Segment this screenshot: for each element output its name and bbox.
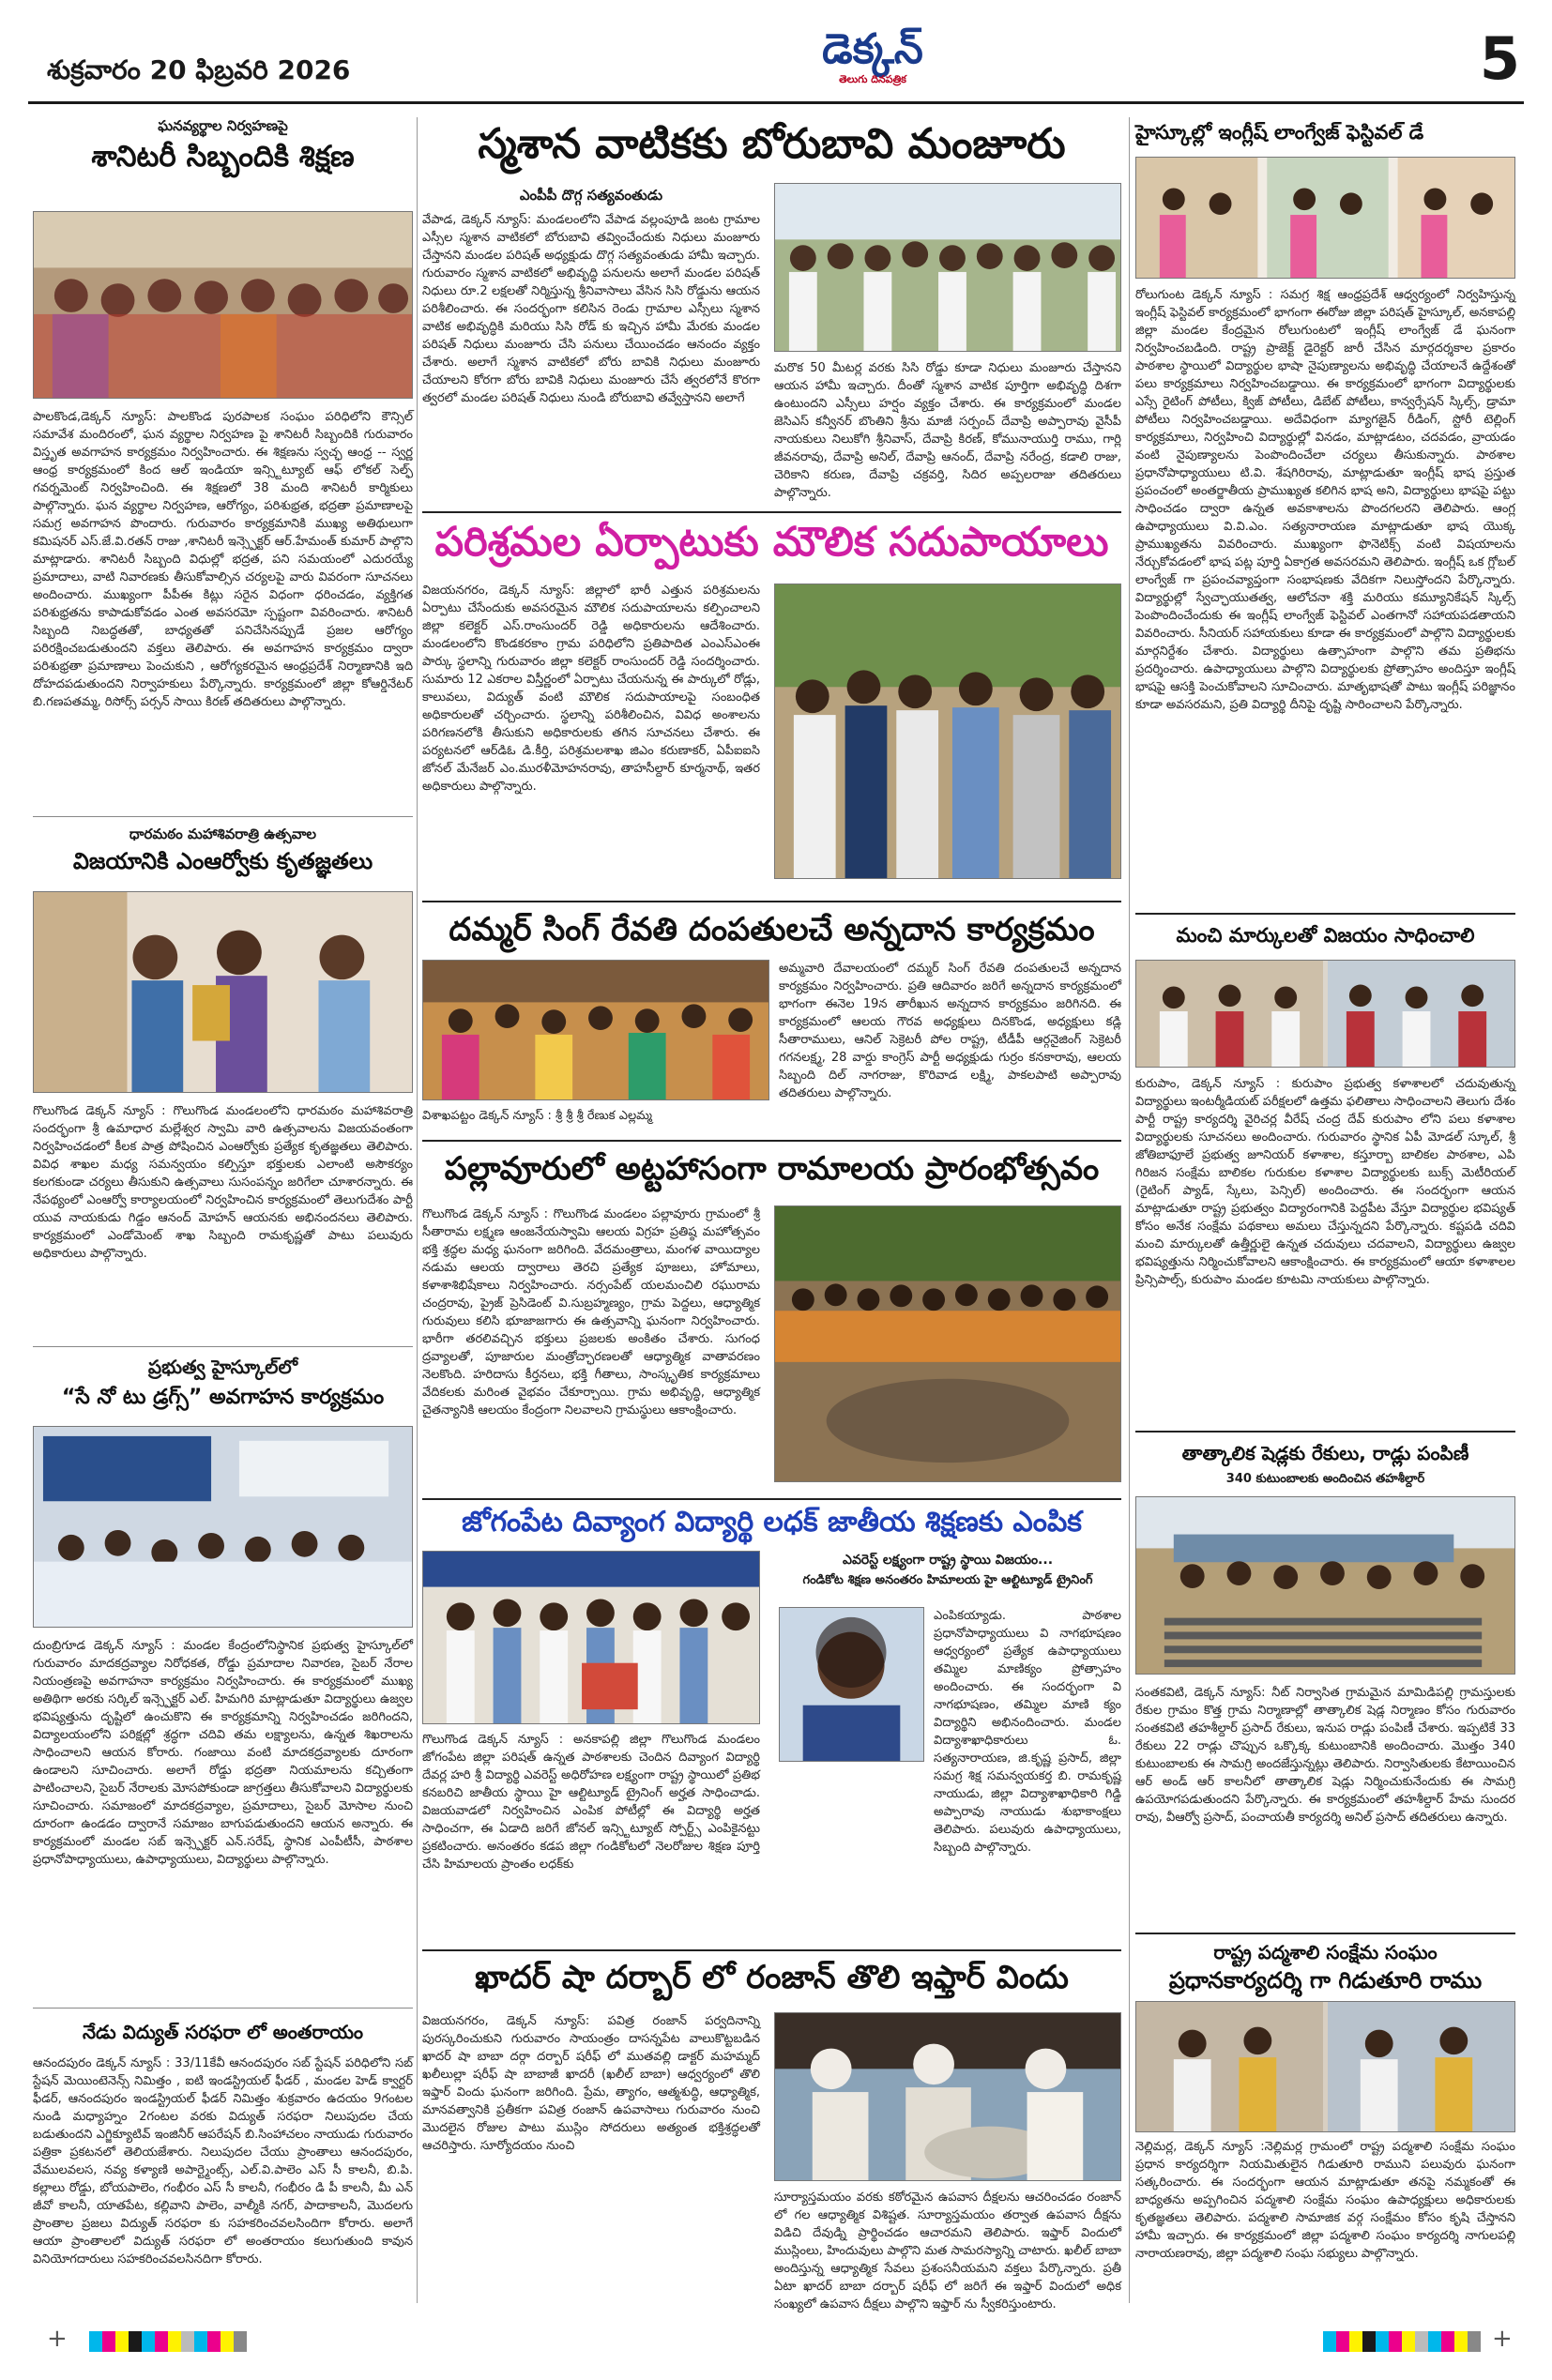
story-body-lead: విశాఖపట్టం డెక్కన్ న్యూస్ : శ్రీ శ్రీ శ్రీ రేణుక ఎల్లమ్మ — [422, 1109, 652, 1123]
story-headline: విజయానికి ఎంఆర్వోకు కృతజ్ఞతలు — [72, 848, 373, 874]
story-headline: పరిశ్రమల ఏర్పాటుకు మౌలిక సదుపాయాలు — [434, 519, 1109, 566]
story-padmashali — [1135, 1939, 1515, 2303]
story-headline: మంచి మార్కులతో విజయం సాధించాలి — [1176, 924, 1475, 947]
story-body: కురుపాం, డెక్కన్ న్యూస్ : కురుపాం ప్రభుత్వ కళాశాలలో చదువుతున్న విద్యార్థులు ఇంటర్మీడియట్ పరీక్షలలో ఉత్తమ ఫలితాలు సాధించాలని తెలుగు దేశం పార్టీ రాష్ట్ర కార్యదర్శి వైరిచర్ల వీరేష్ చంద్ర దేవ్ కురుపాం లోని పలు కళాశాల విద్యార్థులకు సూచనలు అందించారు. గురువారం స్థానిక ఏపీ మోడల్ స్కూల్, శ్రీ జోతిబాఫూలే ప్రభుత్వ జూనియర్ కళాశాల, కస్తూర్బా బాలికల పాఠశాల, ఎపి గిరిజన సంక్షేమ బాలికల గురుకుల కళాశాల విద్యార్థులకు బుక్స్ మెటీరియల్ (రైటింగ్ ప్యాడ్, స్కేలు, పెన్సిల్) అందించారు. ఈ సందర్భంగా ఆయన మాట్లాడుతూ రాష్ట్ర ప్రభుత్వం విద్యారంగానికి పెద్దపీట వేస్తూ విద్యార్థుల భవిష్యత్ కోసం అనేక సంక్షేమ పథకాలు అమలు చేస్తున్నదని పేర్కొన్నారు. కష్టపడి చదివి మంచి మార్కులతో ఉత్తీర్ణులై ఉన్నత చదువులు చదవాలని, విద్యార్థులు ఉజ్వల భవిష్యత్తును నిర్మించుకోవాలని ఆకాంక్షించారు. ఈ కార్యక్రమంలో ఆయా కళాశాలల ప్రిన్సిపాల్స్, కురుపాం మండల కూటమి నాయకులు పాల్గొన్నారు. — [1135, 1077, 1515, 1287]
story-sanitary-training — [33, 117, 413, 811]
story-body: నెల్లిమర్ల, డెక్కన్ న్యూస్ :నెల్లిమర్ల గ్రామంలో రాష్ట్ర పద్మశాలి సంక్షేమ సంఘం ప్రధాన కార్యదర్శిగా నియమితులైన గిడుతూరి రాముని పలువురు ఘనంగా సత్కరించారు. ఈ సందర్భంగా ఆయన మాట్లాడుతూ తనపై నమ్మకంతో ఈ బాధ్యతను అప్పగించిన పద్మశాలి సంక్షేమ సంఘం ఉపాధ్యక్షులు అధికారులకు కృతజ్ఞతలు తెలిపారు. పద్మశాలి సామాజిక వర్గ సంక్షేమం కోసం కృషి చేస్తానని హామీ ఇచ్చారు. ఈ కార్యక్రమంలో జిల్లా పద్మశాలి సంఘం కార్యదర్శి నాగులపల్లి నారాయణరావు, జిల్లా పద్మశాలి సంఘ సభ్యులు పాల్గొన్నారు. — [1135, 2140, 1515, 2261]
story-headline: స్మశాన వాటికకు బోరుబావి మంజూరు — [478, 120, 1066, 168]
story-kicker: ధారమఠం మహాశివరాత్రి ఉత్సవాల — [129, 826, 317, 842]
logo-tagline: తెలుగు దినపత్రిక — [839, 73, 906, 85]
story-body-continued: సూర్యాస్తమయం వరకు కఠోరమైన ఉపవాస దీక్షలను ఆచరించడం రంజాన్ లో గల ఆధ్యాత్మిక విశిష్టత. సూర్యాస్తమయం తర్వాత ఉపవాస దీక్షను విడిచి దేవుడ్ని ప్రార్థించడం ఆచారమని తెలిపారు. ఇఫ్తార్ విందులో ముస్లింలు, హిందువులు పాల్గొని మత సామరస్యాన్ని చాటారు. ఖలీల్ బాబా అందిస్తున్న ఆధ్యాత్మిక సేవలు ప్రశంసనీయమని వక్తలు పేర్కొన్నారు. ప్రతీ ఏటా ఖాదర్ బాబా దర్బార్ షరీఫ్ లో జరిగే ఈ ఇఫ్తార్ విందులో అధిక సంఖ్యలో ఉపవాస దీక్షలు పాల్గొని ఇఫ్తార్ ను స్వీకరిస్తుంటారు. — [774, 2191, 1121, 2312]
photo-padmashali — [1135, 2001, 1515, 2132]
column-divider — [1129, 117, 1130, 2303]
headline-quote: “సే నో టు డ్రగ్స్” — [61, 1386, 203, 1409]
story-body: దుంబ్రిగూడ డెక్కన్ న్యూస్ : మండల కేంద్రంలోనిస్థానిక ప్రభుత్వ హైస్కూల్‌లో గురువారం మాదకద్రవ్యాల నిరోధకత, రోడ్డు ప్రమాదాల నివారణ, సైబర్ నేరాల నియంత్రణపై అవగాహనా కార్యక్రమం నిర్వహించారు. ఈ కార్యక్రమంలో ముఖ్య అతిథిగా అరకు సర్కిల్ ఇన్స్పెక్టర్ ఎల్. హిమగిరి మాట్లాడుతూ విద్యార్థులు ఉజ్వల భవిష్యత్తును దృష్టిలో ఉంచుకొని ఈ కార్యక్రమాన్ని నిర్వహించడం జరిగిందని, విద్యాలయంలోని పరిక్షల్లో శ్రద్ధగా చదివి తమ లక్ష్యాలను, ఉన్నత శిఖరాలను సాధించాలని ఆయన కోరారు. గంజాయి వంటి మాదకద్రవ్యాలకు దూరంగా ఉండాలని సూచించారు. అలాగే రోడ్డు భద్రతా నియమాలను కచ్చితంగా పాటించాలని, సైబర్ నేరాలకు మోసపోకుండా జాగ్రత్తలు తీసుకోవాలని విద్యార్థులకు సూచించారు. సమాజంలో మాదకద్రవ్యాల, ప్రమాదాలు, సైబర్ మోసాల నుంచి దూరంగా ఉండడం ద్వారానే సమాజం బాగుపడుతుందని ఆయన అన్నారు. ఈ కార్యక్రమంలో మండల సబ్ ఇన్స్పెక్టర్ ఎన్.సరేష్, స్థానిక ఎంపీటీసీ, పాఠశాల ప్రధానోపాధ్యాయులు, ఉపాధ్యాయులు, విద్యార్థులు పాల్గొన్నారు. — [33, 1639, 413, 1867]
story-divider — [422, 1949, 1121, 1951]
photo-iftar — [774, 2012, 1121, 2181]
column-divider — [417, 117, 418, 2303]
story-headline: దమ్మర్ సింగ్ రేవతి దంపతులచే అన్నదాన కార్యక్రమం — [449, 911, 1095, 948]
story-sheds-distribution — [1135, 1438, 1515, 1928]
photo-annadanam — [422, 960, 769, 1100]
color-registration-bar — [1323, 2331, 1481, 2352]
issue-date: శుక్రవారం 20 ఫిబ్రవరి 2026 — [47, 54, 351, 85]
story-divider — [1135, 1431, 1515, 1433]
story-headline — [33, 1383, 413, 1413]
story-body-continued: ఎంపికయ్యాడు. పాఠశాల ప్రధానోపాధ్యాయులు వి నాగభూషణం ఆధ్వర్యంలో ప్రత్యేక ఉపాధ్యాయులు తమ్మిల మాణిక్యం ప్రోత్సాహం అందించారు. ఈ సందర్భంగా వి నాగభూషణం, తమ్మిల మాణి క్యం విద్యార్థిని అభినందించారు. మండల విద్యాశాఖాధికారులు ఓ. సత్యనారాయణ, జి.కృష్ణ ప్రసాద్, జిల్లా సమగ్ర శిక్ష సమన్వయకర్త బి. రామకృష్ణ నాయుడు, జిల్లా విద్యాశాఖాధికారి గిడ్డి అప్పారావు నాయుడు శుభాకాంక్షలు తెలిపారు. పలువురు ఉపాధ్యాయులు, సిబ్బంది పాల్గొన్నారు. — [934, 1609, 1121, 1855]
story-divider — [1135, 913, 1515, 915]
story-say-no-to-drugs — [33, 1356, 413, 2012]
story-divider — [422, 1498, 1121, 1500]
story-annadanam — [422, 908, 1121, 1133]
story-body: పాలకొండ,డెక్కన్ న్యూస్: పాలకొండ పురపాలక సంఘం పరిధిలోని కౌన్సిల్ సమావేశ మందిరంలో, ఘన వ్యర్థాల నిర్వహణ పై శానిటరీ సిబ్బందికి గురువారం విస్తృత అవగాహన కార్యక్రమం నిర్వహించారు. ఈ శిక్షణను స్వచ్ఛ ఆంధ్ర -- స్వర్ణ ఆంధ్ర కార్యక్రమంలో కింద ఆల్ ఇండియా ఇన్స్టిట్యూట్ ఆఫ్ లోకల్ సెల్ఫ్ గవర్నమెంట్ నిర్వహించింది. ఈ శిక్షణలో 38 మంది శానిటరీ కార్మికులు పాల్గొన్నారు. ఘన వ్యర్థాల నిర్వహణ, ఆరోగ్యం, పరిశుభ్రత, భద్రతా ప్రమాణాలపై సమగ్ర అవగాహన పొందారు. గురువారం కార్యక్రమానికి ముఖ్య అతిథులుగా కమిషనర్ ఎస్.జే.వి.రతన్ రాజు ,శానిటరీ ఇన్స్పెక్టర్ ఆర్.హేమంత్ కుమార్ పాల్గొని మాట్లాడారు. శానిటరీ సిబ్బంది విధుల్లో భద్రత, పని సమయంలో ఎదురయ్యే ప్రమాదాలు, వాటి నివారణకు తీసుకోవాల్సిన చర్యలపై వారు వివరంగా సూచనలు అందించారు. ముఖ్యంగా పీపీఈ కిట్లు సరైన విధంగా ధరించడం, వ్యక్తిగత పరిశుభ్రతను కాపాడుకోవడం ఎంత అవసరమో స్పష్టంగా వివరించారు. శానిటరీ సిబ్బంది నిబద్ధతతో, బాధ్యతతో పనిచేసినప్పుడే ప్రజల ఆరోగ్యం పరిరక్షించబడుతుందని వక్తలు తెలిపారు. ఈ అవగాహన కార్యక్రమం ద్వారా పరిశుభ్రతా ప్రమాణాలు పెంచుకుని , ఆరోగ్యకరమైన ఆంధ్రప్రదేశ్ నిర్మాణానికి ఇది దోహదపడుతుందని నిర్వాహకులు పేర్కొన్నారు. కార్యక్రమంలో జిల్లా కోఆర్డినేటర్ బి.గణపతమ్మ, రిసోర్స్ పర్సన్ సాయి కిరణ్ తదితరులు పాల్గొన్నారు. — [33, 410, 413, 709]
story-divider — [422, 901, 1121, 902]
story-kicker: 340 కుటుంబాలకు అందించిన తహశీల్దార్ — [1225, 1472, 1425, 1486]
story-divider — [33, 2008, 413, 2009]
story-industries-infrastructure — [422, 516, 1121, 896]
story-body: విజయనగరం, డెక్కన్ న్యూస్: జిల్లాలో భారీ ఎత్తున పరిశ్రమలను ఏర్పాటు చేసేందుకు అవసరమైన మౌలిక సదుపాయాలను కల్పించాలని జిల్లా కలెక్టర్ ఎస్.రాంసుందర్ రెడ్డి అధికారులను ఆదేశించారు. మండలంలోని కొండకరకాం గ్రామ పరిధిలోని ప్రతిపాదిత ఎంఎస్ఎంఈ పార్కు స్థలాన్ని గురువారం జిల్లా కలెక్టర్ రాంసుందర్ రెడ్డి సందర్శించారు. సుమారు 12 ఎకరాల విస్తీర్ణంలో ఏర్పాటు చేయనున్న ఈ పార్కులో రోడ్లు, కాలువలు, విద్యుత్ వంటి మౌలిక సదుపాయాలపై సంబంధిత అధికారులతో చర్చించారు. స్థలాన్ని పరిశీలించిన, వివిధ అంశాలను పరిగణనలోకి తీసుకుని అధికారులకు తగిన సూచనలు చేశారు. ఈ పర్యటనలో ఆర్‌డిఓ డి.కీర్తి, పరిశ్రమలశాఖ జిఎం కరుణాకర్, ఏపీఐఐసి జోనల్ మేనేజర్ ఎం.మురళీమోహనరావు, తాహసీల్దార్ కూర్మనాథ్, ఇతర అధికారులు పాల్గొన్నారు. — [422, 584, 760, 794]
story-body: వేపాడ, డెక్కన్ న్యూస్: మండలంలోని వేపాడ వల్లంపూడి జంట గ్రామాల ఎస్సీల స్మశాన వాటికలో బోరుబావి తవ్వించేందుకు నిధులు మంజూరు చేస్తానని మండల పరిషత్ అధ్యక్షుడు దొగ్గ సత్యవంతుడు హామీ ఇచ్చారు. గురువారం స్మశాన వాటికలో అభివృద్ధి పనులను అలాగే మండల పరిషత్ నిధులు రూ.2 లక్షలతో నిర్మిస్తున్న శ్రీనివాసాలు వేసిన సిసి రోడ్డును ఆయన పరిశీలించారు. ఈ సందర్భంగా కలిసిన రెండు గ్రామాల ఎస్సీలు స్మశాన వాటిక అభివృద్ధికి మరియు సిసి రోడ్ కు ఇచ్చిన హామీ మేరకు మండల పరిషత్ నిధులు మంజూరు చేసి పనులు చేయించడం ఆనందం వ్యక్తం చేశారు. అలాగే స్మశాన వాటికలో బోరు బావికి నిధులు మంజూరు చేయాలని కోరగా బోరు బావికి నిధులు మంజూరు చేసే త్వరలోనే కొరగా త్వరలో మండల పరిషత్ నిధులు నుండి బోరుబావి తవ్వేస్తానని అలాగే — [422, 213, 760, 405]
right-column — [1135, 117, 1515, 2303]
story-ramalayam-inauguration — [422, 1147, 1121, 1494]
story-body: అమ్మవారి దేవాలయంలో దమ్మర్ సింగ్ రేవతి దంపతులచే అన్నదాన కార్యక్రమం నిర్వహించారు. ప్రతి ఆదివారం జరిగే అన్నదాన కార్యక్రమంలో భాగంగా ఈనెల 19న తారీఖున అన్నదాన కార్యక్రమం జరిగినది. ఈ కార్యక్రమంలో ఆలయ గౌరవ అధ్యక్షులు దినకొండ, అధ్యక్షులు కడ్లి సీతారాములు, ఆనిల్ సెక్రెటరీ పోల రాష్ట్ర, టీడీపీ ఆర్గనైజింగ్ సెక్రెటరీ గగనలక్ష్మ, 28 వార్డు కాంగ్రెస్ పార్టీ అధ్యక్షుడు గుర్రం కనకారావు, ఆలయ సిబ్బంది దిల్ నాగరాజు, కొరివాడ లక్ష్మి, పాకలపాటి అప్పారావు తదితరులు పాల్గొన్నారు. — [779, 962, 1121, 1100]
photo-cemetery-visit — [774, 183, 1121, 352]
story-body: గొలుగొండ డెక్కన్ న్యూస్ : అనకాపల్లి జిల్లా గొలుగొండ మండలం జోగంపేట జిల్లా పరిషత్ ఉన్నత పాఠశాలకు చెందిన దివ్యాంగ విద్యార్థి దేవర్ల హరి శ్రీ విద్యార్థి ఎవరెస్ట్ అధిరోహణ లక్ష్యంగా రాష్ట్ర స్థాయిలో ప్రతిభ కనబరిచి జాతీయ స్థాయి హై ఆల్టిట్యూడ్ ట్రైనింగ్ అర్హత సాధించాడు. విజయవాడలో నిర్వహించిన ఎంపిక పోటీల్లో ఈ విద్యార్థి అర్హత సాధించగా, ఈ ఏడాది జరిగే జోనల్ ఇన్స్టిట్యూట్ స్పోర్ట్స్ ఎంపికైనట్టు ప్రకటించారు. అనంతరం కడప జిల్లా గండికోటలో నెలరోజుల శిక్షణ పూర్తి చేసి హిమాలయ ప్రాంతం లధక్‌కు — [422, 1733, 760, 1872]
photo-student-portrait — [779, 1607, 924, 1762]
story-english-fest — [1135, 117, 1515, 915]
photo-books-distribution — [1135, 960, 1515, 1068]
story-headline: హైస్కూల్లో ఇంగ్లీష్ లాంగ్వేజ్ ఫెస్టివల్ డే — [1135, 121, 1424, 144]
story-cemetery-borewell — [422, 117, 1121, 507]
story-headline-main: ప్రధానకార్యదర్శి గా గిడుతూరి రాము — [1168, 1967, 1483, 1993]
registration-mark: + — [47, 2325, 68, 2353]
middle-column — [422, 117, 1121, 2312]
headline-rest: అవగాహన కార్యక్రమం — [202, 1386, 385, 1409]
story-headline: శానిటరీ సిబ్బందికి శిక్షణ — [91, 140, 355, 174]
story-iftar — [422, 1956, 1121, 2312]
masthead — [28, 19, 1524, 108]
story-body: ఆనందపురం డెక్కన్ న్యూస్ : 33/11కేవీ ఆనందపురం సబ్ స్టేషన్ పరిధిలోని సబ్ స్టేషన్ మెయింటెనెన్స్ నిమిత్తం , ఐటి ఇండస్ట్రియల్ ఫీడర్ , మండల హెడ్ క్వార్టర్ ఫీడర్, ఆనందపురం ఇండస్ట్రియల్ ఫీడర్ నిమిత్తం శుక్రవారం ఉదయం 9గంటల నుండి మధ్యాహ్నం 2గంటల వరకు విద్యుత్ సరఫరా నిలుపుదల చేయ బడుతుందని ఎగ్జిక్యూటివ్ ఇంజినీర్ ఆపరేషన్ బి.సింహాచలం నాయుడు గురువారం పత్రికా ప్రకటనలో తెలియజేశారు. నిలుపుదల చేయు ప్రాంతాలు ఆనందపురం, వేములవలస, నవ్య కళ్యాణి అపార్ట్మెంట్స్, ఎల్.వి.పాలెం ఎస్ సీ కాలనీ, బి.పి. కల్లాలు రోడ్డు, బోయపాలెం, గంభీరం ఎస్ సీ కాలనీ, గంభీరం డి పీ కాలనీ, మీ ఎన్ జీవో కాలనీ, యాతపేట, కల్లివాని పాలెం, వాల్మీకి నగర్, పాదాకాలనీ, మొదలగు ప్రాంతాల ప్రజలు విద్యుత్ సరఫరా కు సహకరించవలసిందిగా కోరారు. అలాగే ఆయా ప్రాంతాలలో విద్యుత్ సరఫరా లో అంతరాయం కలుగుతుంది కావున వినియోగదారులు సహకరించవలసినదిగా కోరారు. — [33, 2056, 413, 2266]
story-divider — [422, 511, 1121, 513]
story-headline: ఖాదర్ షా దర్బార్ లో రంజాన్ తొలి ఇఫ్తార్ విందు — [475, 1959, 1069, 1996]
story-divider — [33, 816, 413, 817]
story-kicker: ప్రభుత్వ హైస్కూల్‌లో — [147, 1356, 298, 1378]
story-ladakh-training — [422, 1504, 1121, 1945]
story-headline: పల్లావూరులో అట్టహాసంగా రామాలయ ప్రారంభోత్సవం — [444, 1150, 1100, 1188]
story-power-outage — [33, 2017, 413, 2303]
story-body: గొలుగొండ డెక్కన్ న్యూస్ : గొలుగొండ మండలంలోని ధారమఠం మహాశివరాత్రి సందర్భంగా శ్రీ ఉమాధార మల్లేశ్వర స్వామి వారి ఉత్సవాలను విజయవంతంగా నిర్వహించడంలో కీలక పాత్ర పోషించిన ఎంఆర్వోకు ప్రత్యేక కృతజ్ఞతలు తెలిపారు. వివిధ శాఖల మధ్య సమన్వయం కల్పిస్తూ భక్తులకు ఎలాంటి అసౌకర్యం కలగకుండా చర్యలు తీసుకుని ఉత్సవాలు సుసంపన్నం జరిగేలా చూశారన్నారు. ఈ నేపథ్యంలో ఎంఆర్వో కార్యాలయంలో నిర్వహించిన కార్యక్రమంలో తెలుగుదేశం పార్టీ యువ నాయకుడు గిడ్డం ఆనంద్ మోహన్ ఆయనకు అభినందనలు తెలిపారు. కార్యక్రమంలో ఎండోమెంట్ శాఖ సిబ్బంది రామకృష్ణతో పాటు పలువురు అధికారులు పాల్గొన్నారు. — [33, 1104, 413, 1261]
photo-mro-felicitation — [33, 891, 413, 1093]
story-body: సంతకవిటి, డెక్కన్ న్యూస్: నీట్ నిర్వాసిత గ్రామమైన మామిడిపల్లి గ్రామస్తులకు రేకుల గ్రామం కొత్త గ్రామ నిర్మాణాల్లో తాత్కాలిక షెడ్ల నిర్మాణం కోసం గురువారం సంతకవిటి తహశీల్దార్ ప్రసాద్ రేకులు, ఇనుప రాడ్లు పంపిణీ చేశారు. ఇప్పటికే 33 రేకులు 22 రాడ్లు చొప్పున ఒక్కొక్క కుటుంబానికి అందించారు. మొత్తం 340 కుటుంబాలకు ఈ సామగ్రి అందజేస్తున్నట్లు తెలిపారు. నిర్వాసితులకు కేటాయించిన ఆర్ అండ్ ఆర్ కాలనీలో తాత్కాలిక షెడ్లు నిర్మించుకునేందుకు ఈ సామగ్రి ఉపయోగపడుతుందని పేర్కొన్నారు. ఈ కార్యక్రమంలో తహశీల్దార్ హేమ సుందర రావు, వీఆర్వో ప్రసాద్, పంచాయతీ కార్యదర్శి అనిల్ ప్రసాద్ తదితరులు ఉన్నారు. — [1135, 1686, 1515, 1825]
story-sub-headline: గండికోట శిక్షణ అనంతరం హిమాలయ హై ఆల్టిట్యూడ్ ట్రైనింగ్ — [802, 1573, 1093, 1587]
story-body: గొలుగొండ డెక్కన్ న్యూస్ : గొలుగొండ మండలం పల్లావూరు గ్రామంలో శ్రీ సీతారామ లక్ష్మణ ఆంజనేయస్వామి ఆలయ విగ్రహ ప్రతిష్ఠ మహోత్సవం భక్తి శ్రద్ధల మధ్య ఘనంగా జరిగింది. వేదమంత్రాలు, మంగళ వాయిద్యాల నడుమ ఆలయ ద్వారాలు తెరచి ప్రత్యేక పూజలు, హోమాలు, కళాశాశిభిషేకాలు నిర్వహించారు. నర్సంపేట్ యలమంచిలి రఘురామ చంద్రరావు, ప్రైజ్ ప్రెసిడెంట్ వి.సుబ్రహ్మణ్యం, గ్రామ పెద్దలు, ఆధ్యాత్మిక గురువులు కలిసి భూజాజగారు ఈ ఉత్సవాన్ని ఘనంగా నిర్వహించారు. భారీగా తరలివచ్చిన భక్తులు ప్రజలకు అంకితం చేశారు. సుగంధ ద్రవ్యాలతో, పూజారుల మంత్రోచ్ఛారణలతో ఆధ్యాత్మిక వాతావరణం నెలకొంది. హరిదాసు కీర్తనలు, భక్తి గీతాలు, సాంస్కృతిక కార్యక్రమాలు వేదికలకు మరింత వైభవం చేకూర్చాయి. గ్రామ అభివృద్ధి, ఆధ్యాత్మిక చైతన్యానికి ఆలయం కేంద్రంగా నిలవాలని గ్రామస్థులు ఆకాంక్షించారు. — [422, 1207, 760, 1417]
story-headline: నేడు విద్యుత్ సరఫరా లో అంతరాయం — [82, 2021, 364, 2043]
newspaper-logo — [798, 26, 948, 94]
story-body: విజయనగరం, డెక్కన్ న్యూస్: పవిత్ర రంజాన్ పర్వదినాన్ని పురస్కరించుకుని గురువారం సాయంత్రం దాసన్నపేట వాలుకొట్టబడిన ఖాదర్ షా బాబా దర్గా దర్బార్ షరీఫ్ లో ముతవల్లి డాక్టర్ మహమ్మద్ ఖలీలుల్లా షరీఫ్ షా బాబాజీ ఖాదరీ (ఖలీల్ బాబా) ఆధ్వర్యంలో తొలి ఇఫ్తార్ విందు ఘనంగా జరిగింది. ప్రేమ, త్యాగం, ఆత్మశుద్ధి, ఆధ్యాత్మిక, మానవత్వానికి ప్రతీకగా పవిత్ర రంజాన్ ఉపవాసాలు గురువారం నుంచి మొదలైన రోజుల పాటు ముస్లిం సోదరులు అత్యంత భక్తిశ్రద్ధలతో ఆచరిస్తారు. సూర్యోదయం నుంచి — [422, 2014, 760, 2153]
story-sub-kicker: ఎవరెస్ట్ లక్ష్యంగా రాష్ట్ర స్థాయి విజయం... — [842, 1553, 1054, 1568]
color-registration-bar — [89, 2331, 247, 2352]
story-dharamatham — [33, 826, 413, 1351]
left-column — [33, 117, 413, 2303]
photo-student-felicitation — [422, 1551, 760, 1724]
photo-collector-site-visit — [774, 584, 1121, 879]
story-good-marks — [1135, 920, 1515, 1432]
story-byline: ఎంపీపీ దొగ్గ సత్యవంతుడు — [519, 187, 663, 204]
masthead-rule — [28, 101, 1524, 104]
story-headline: రాష్ట్ర పద్మశాలి సంక్షేమ సంఘం — [1213, 1941, 1438, 1963]
photo-sheds-distribution — [1135, 1496, 1515, 1675]
story-divider — [422, 1140, 1121, 1142]
story-body-continued: మరొక 50 మీటర్ల వరకు సిసి రోడ్డు కూడా నిధులు మంజూరు చేస్తానని ఆయన హామీ ఇచ్చారు. దీంతో స్మశాన వాటిక పూర్తిగా అభివృద్ధి దిశగా ఉంటుందని ఎస్సీలు హర్షం వ్యక్తం చేశారు. ఈ కార్యక్రమంలో మండల జెసిఎస్ కన్వీనర్ బొంతిని శ్రీను మాజీ సర్పంచ్ దేవాప్రి అప్పారావు వైసీపీ నాయకులు నిలుకోగి శ్రీనివాస్, దేవాప్రి కిరణ్, కోమునాయుర్తి రాము, గార్లి జీవనరావు, దేవాప్రి అనిల్, దేవాప్రి ఆనంద్, దేవాప్రి నరేంద్ర, కడాలి రాజు, చెరికాని కరుణ, దేవాప్రి చక్రవర్తి, సిదిర అప్పలరాజు తదితరులు పాల్గొన్నారు. — [774, 361, 1121, 500]
photo-training-group — [33, 211, 413, 399]
photo-english-fest — [1135, 157, 1515, 279]
registration-mark: + — [1492, 2325, 1513, 2353]
page-number: 5 — [1479, 24, 1520, 93]
photo-drugs-awareness — [33, 1426, 413, 1628]
story-divider — [33, 1346, 413, 1347]
story-kicker: ఘనవ్యర్థాల నిర్వహణపై — [158, 117, 288, 134]
story-body: రోలుగుంట డెక్కన్ న్యూస్ : సమగ్ర శిక్ష ఆంధ్రప్రదేశ్ ఆధ్వర్యంలో నిర్వహిస్తున్న ఇంగ్లీష్ ఫెస్టివల్ కార్యక్రమంలో భాగంగా ఈరోజు జిల్లా పరిషత్ హైస్కూల్, అనకాపల్లి జిల్లా మండల కేంద్రమైన రోలుగుంటలో ఇంగ్లీష్ లాంగ్వేజ్ డే ఘనంగా నిర్వహించబడింది. రాష్ట్ర ప్రాజెక్ట్ డైరెక్టర్ జారీ చేసిన మార్గదర్శకాల ప్రకారం పాఠశాల స్థాయిలో విద్యార్థుల భాషా నైపుణ్యాలను అభివృద్ధి చేయాలనే ఉద్దేశంతో పలు కార్యక్రమాలు నిర్వహించబడ్డాయి. ఈ కార్యక్రమంలో భాగంగా విద్యార్థులకు ఎస్సే రైటింగ్ పోటీలు, క్విజ్ పోటీలు, డిబేట్ పోటీలు, కాన్వర్సేషన్ స్కిల్స్, డ్రామా పోటీలు నిర్వహించబడ్డాయి. అదేవిధంగా మ్యాగజైన్ రీడింగ్, స్టోరీ టెల్లింగ్ కార్యక్రమాలు, నిర్వహించి విద్యార్థుల్లో వినడం, మాట్లాడటం, చదవడం, వ్రాయడం వంటి నైపుణ్యాలను పెంపొందించేలా చర్యలు తీసుకున్నారు. పాఠశాల ప్రధానోపాధ్యాయులు టి.వి. శేషగిరిరావు, మాట్లాడుతూ ఇంగ్లీష్ భాష ప్రస్తుత ప్రపంచంలో అంతర్జాతీయ ప్రాముఖ్యత కలిగిన భాష అని, విద్యార్థులు భాషపై పట్టు సాధించడం ద్వారా ఉన్నత అవకాశాలను పొందగలరని తెలిపారు. ఆంగ్ల ఉపాధ్యాయులు వి.వి.ఎం. సత్యనారాయణ మాట్లాడుతూ భాష యొక్క ప్రాముఖ్యతను వివరించారు. ముఖ్యంగా ఫొనెటిక్స్ వంటి విషయాలను నేర్చుకోవడంలో భాష పట్ల పూర్తి ఏకాగ్రత అవసరమని తెలిపారు. ఇంగ్లీష్ ఒక గ్లోబల్ లాంగ్వేజ్ గా ప్రపంచవ్యాప్తంగా సంభాషణకు వేదికగా నిలుస్తోందని పేర్కొన్నారు. విద్యార్థుల్లో స్వేచ్ఛాయుతత్వ, ఆలోచనా శక్తి మరియు కమ్యూనికేషన్ స్కిల్స్ పెంపొందించేందుకు ఈ ఇంగ్లీష్ లాంగ్వేజ్ ఫెస్టివల్ ఎంతగానో సహాయపడతాయని వివరించారు. సీనియర్ సహాయకులు కూడా ఈ కార్యక్రమంలో పాల్గొని విద్యార్థులకు మార్గనిర్దేశం చేశారు. విద్యార్థులు ఉత్సాహంగా పాల్గొని తమ ప్రతిభను ప్రదర్శించారు. ఉపాధ్యాయులు పాల్గొని విద్యార్థులకు ప్రోత్సాహం అందిస్తూ ఇంగ్లీష్ భాషపై ఆసక్తి పెంచుకోవాలని సూచించారు. మాతృభాషతో పాటు ఇంగ్లీష్ పరిజ్ఞానం కూడా అవసరమని, ప్రతి విద్యార్థి దీనిపై దృష్టి సారించాలని పేర్కొన్నారు. — [1135, 288, 1515, 712]
photo-ramalayam — [774, 1205, 1121, 1482]
story-headline: జోగంపేట దివ్యాంగ విద్యార్థి లధక్ జాతీయ శిక్షణకు ఎంపిక — [462, 1506, 1082, 1539]
logo-text: డెక్కన్ — [822, 25, 923, 73]
story-divider — [1135, 1933, 1515, 1934]
story-headline: తాత్కాలిక షెడ్లకు రేకులు, రాడ్లు పంపిణీ — [1181, 1442, 1469, 1464]
